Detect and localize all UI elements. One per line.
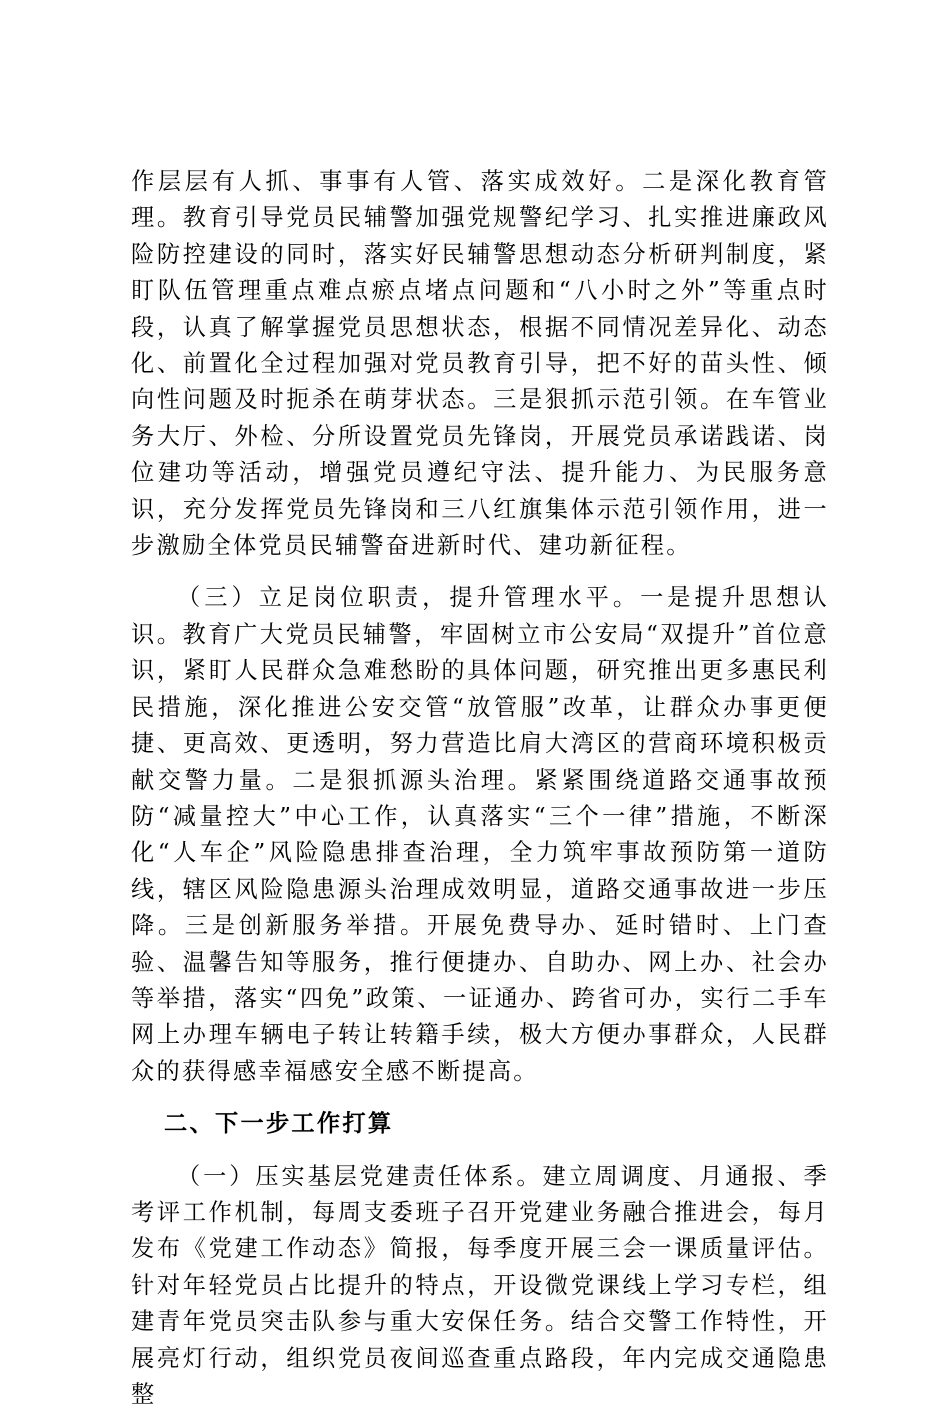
body-paragraph-section-3: （三）立足岗位职责，提升管理水平。一是提升思想认识。教育广大党员民辅警，牢固树立市公安局“双提升”首位意识，紧盯人民群众急难愁盼的具体问题，研究推出更多惠民利民措施，深化推进公安交管“放管服”改革，让群众办事更便捷、更高效、更透明，努力营造比肩大湾区的营商环境积极贡献交警力量。二是狠抓源头治理。紧紧围绕道路交通事故预防“减量控大”中心工作，认真落实“三个一律”措施，不断深化“人车企”风险隐患排查治理，全力筑牢事故预防第一道防线，辖区风险隐患源头治理成效明显，道路交通事故进一步压降。三是创新服务举措。开展免费导办、延时错时、上门查验、温馨告知等服务，推行便捷办、自助办、网上办、社会办等举措，落实“四免”政策、一证通办、跨省可办，实行二手车网上办理车辆电子转让转籍手续，极大方便办事群众，人民群众的获得感幸福感安全感不断提高。: [131, 584, 829, 1085]
body-paragraph-continued: 作层层有人抓、事事有人管、落实成效好。二是深化教育管理。教育引导党员民辅警加强党规警纪学习、扎实推进廉政风险防控建设的同时，落实好民辅警思想动态分析研判制度，紧盯队伍管理重点难点瘀点堵点问题和“八小时之外”等重点时段，认真了解掌握党员思想状态，根据不同情况差异化、动态化、前置化全过程加强对党员教育引导，把不好的苗头性、倾向性问题及时扼杀在萌芽状态。三是狠抓示范引领。在车管业务大厅、外检、分所设置党员先锋岗，开展党员承诺践诺、岗位建功等活动，增强党员遵纪守法、提升能力、为民服务意识，充分发挥党员先锋岗和三八红旗集体示范引领作用，进一步激励全体党员民辅警奋进新时代、建功新征程。: [131, 168, 829, 560]
document-page: [131, 164, 829, 1413]
body-paragraph-next-steps-1: （一）压实基层党建责任体系。建立周调度、月通报、季考评工作机制，每周支委班子召开党建业务融合推进会，每月发布《党建工作动态》简报，每季度开展三会一课质量评估。针对年轻党员占比提升的特点，开设微党课线上学习专栏，组建青年党员突击队参与重大安保任务。结合交警工作特性，开展亮灯行动，组织党员夜间巡查重点路段，年内完成交通隐患整: [131, 1162, 829, 1408]
section-heading-next-steps: 二、下一步工作打算: [164, 1110, 394, 1138]
